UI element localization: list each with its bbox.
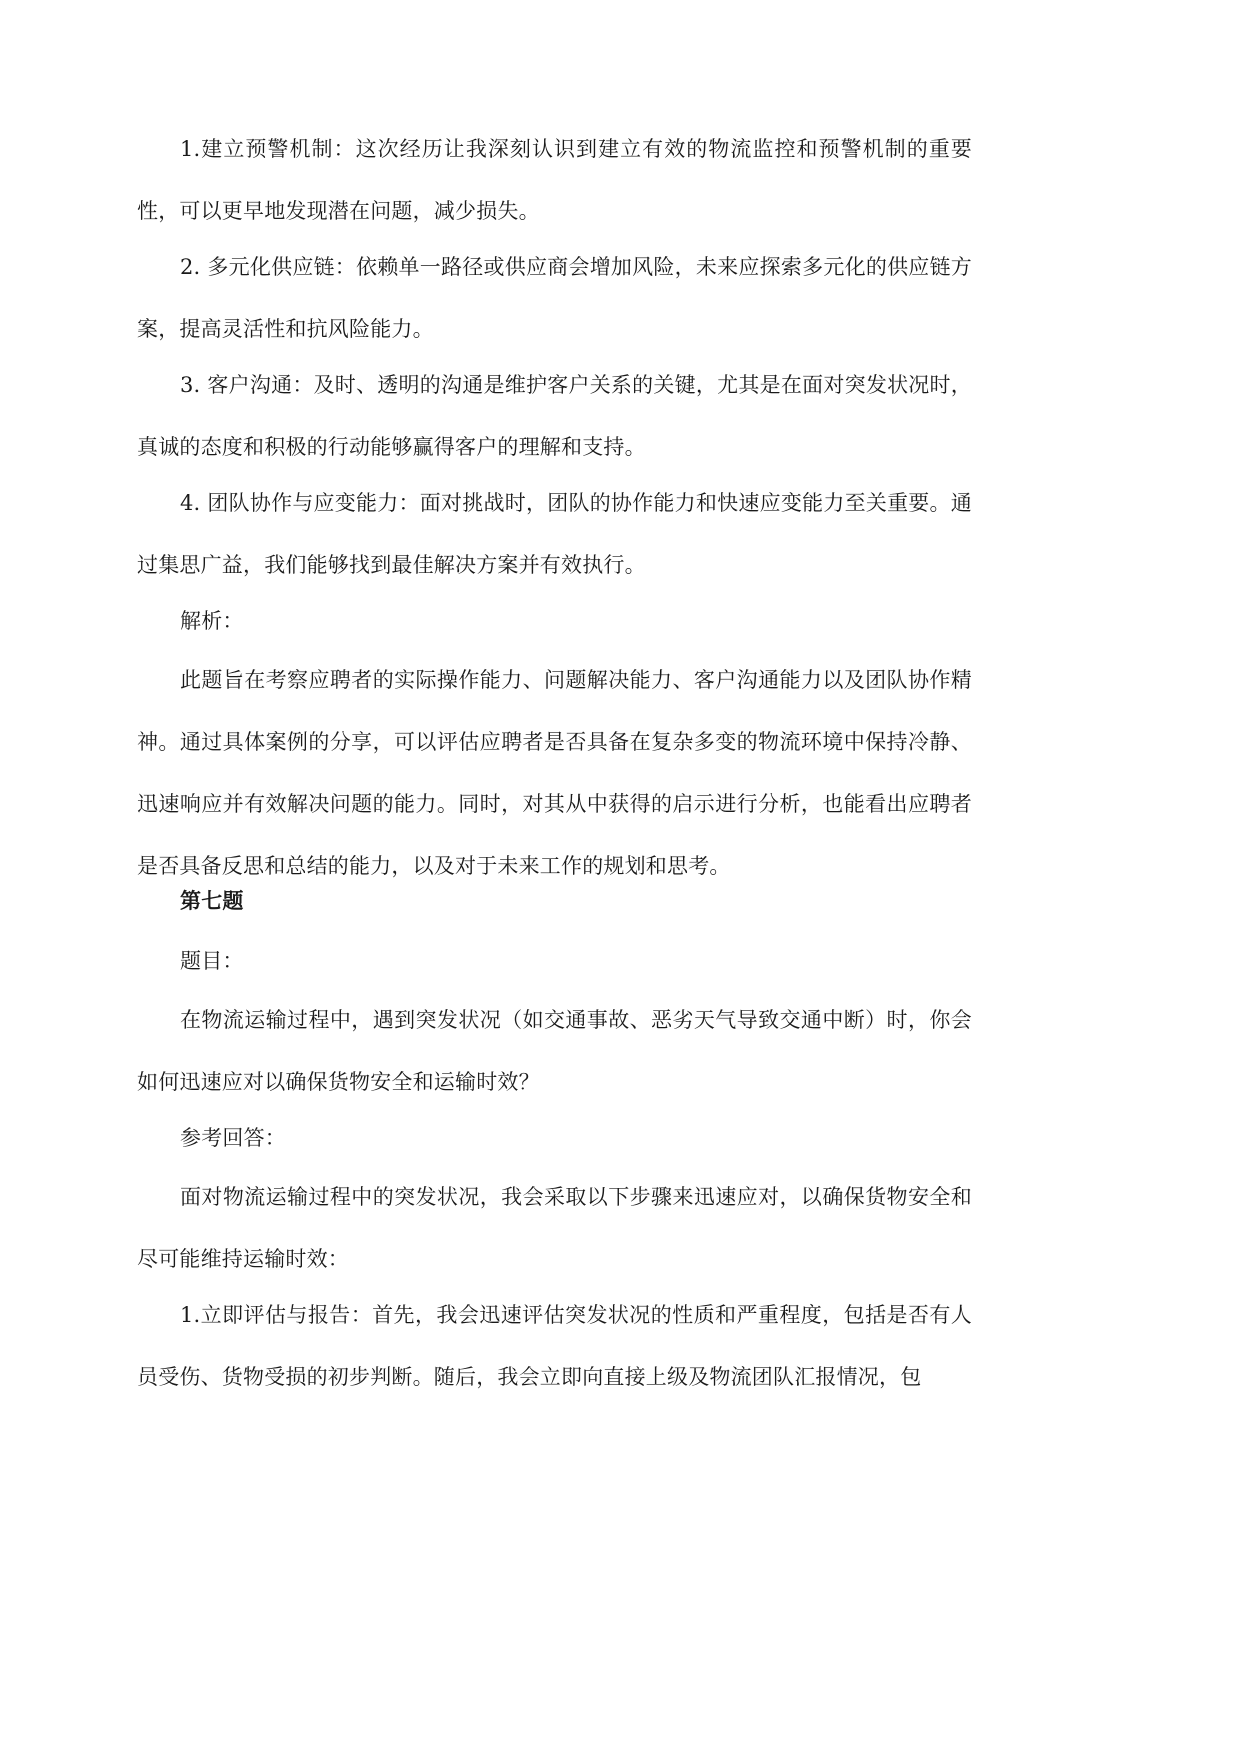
analysis-label: 解析： <box>180 609 244 633</box>
paragraph-supply-chain: 2. 多元化供应链：依赖单一路径或供应商会增加风险，未来应探索多元化的供应链方案，提高灵活性和抗风险能力。 <box>137 255 972 341</box>
reference-answer-label: 参考回答： <box>180 1126 286 1150</box>
paragraph-assess-report: 1.立即评估与报告：首先，我会迅速评估突发状况的性质和严重程度，包括是否有人员受伤、货物受损的初步判断。随后，我会立即向直接上级及物流团队汇报情况，包 <box>137 1303 972 1389</box>
paragraph-customer-communication: 3. 客户沟通：及时、透明的沟通是维护客户关系的关键，尤其是在面对突发状况时，真诚的态度和积极的行动能够赢得客户的理解和支持。 <box>137 373 972 459</box>
paragraph-analysis: 此题旨在考察应聘者的实际操作能力、问题解决能力、客户沟通能力以及团队协作精神。通过具体案例的分享，可以评估应聘者是否具备在复杂多变的物流环境中保持冷静、迅速响应并有效解决问题的能力。同时，对其从中获得的启示进行分析，也能看出应聘者是否具备反思和总结的能力，以及对于未来工作的规划和思考。 <box>137 668 972 878</box>
question-label: 题目： <box>180 949 244 973</box>
paragraph-answer-intro: 面对物流运输过程中的突发状况，我会采取以下步骤来迅速应对，以确保货物安全和尽可能维持运输时效： <box>137 1185 972 1271</box>
section-heading: 第七题 <box>180 889 244 913</box>
paragraph-question: 在物流运输过程中，遇到突发状况（如交通事故、恶劣天气导致交通中断）时，你会如何迅速应对以确保货物安全和运输时效？ <box>137 1008 972 1094</box>
paragraph-teamwork: 4. 团队协作与应变能力：面对挑战时，团队的协作能力和快速应变能力至关重要。通过集思广益，我们能够找到最佳解决方案并有效执行。 <box>137 491 972 577</box>
paragraph-early-warning: 1.建立预警机制：这次经历让我深刻认识到建立有效的物流监控和预警机制的重要性，可以更早地发现潜在问题，减少损失。 <box>137 137 972 223</box>
